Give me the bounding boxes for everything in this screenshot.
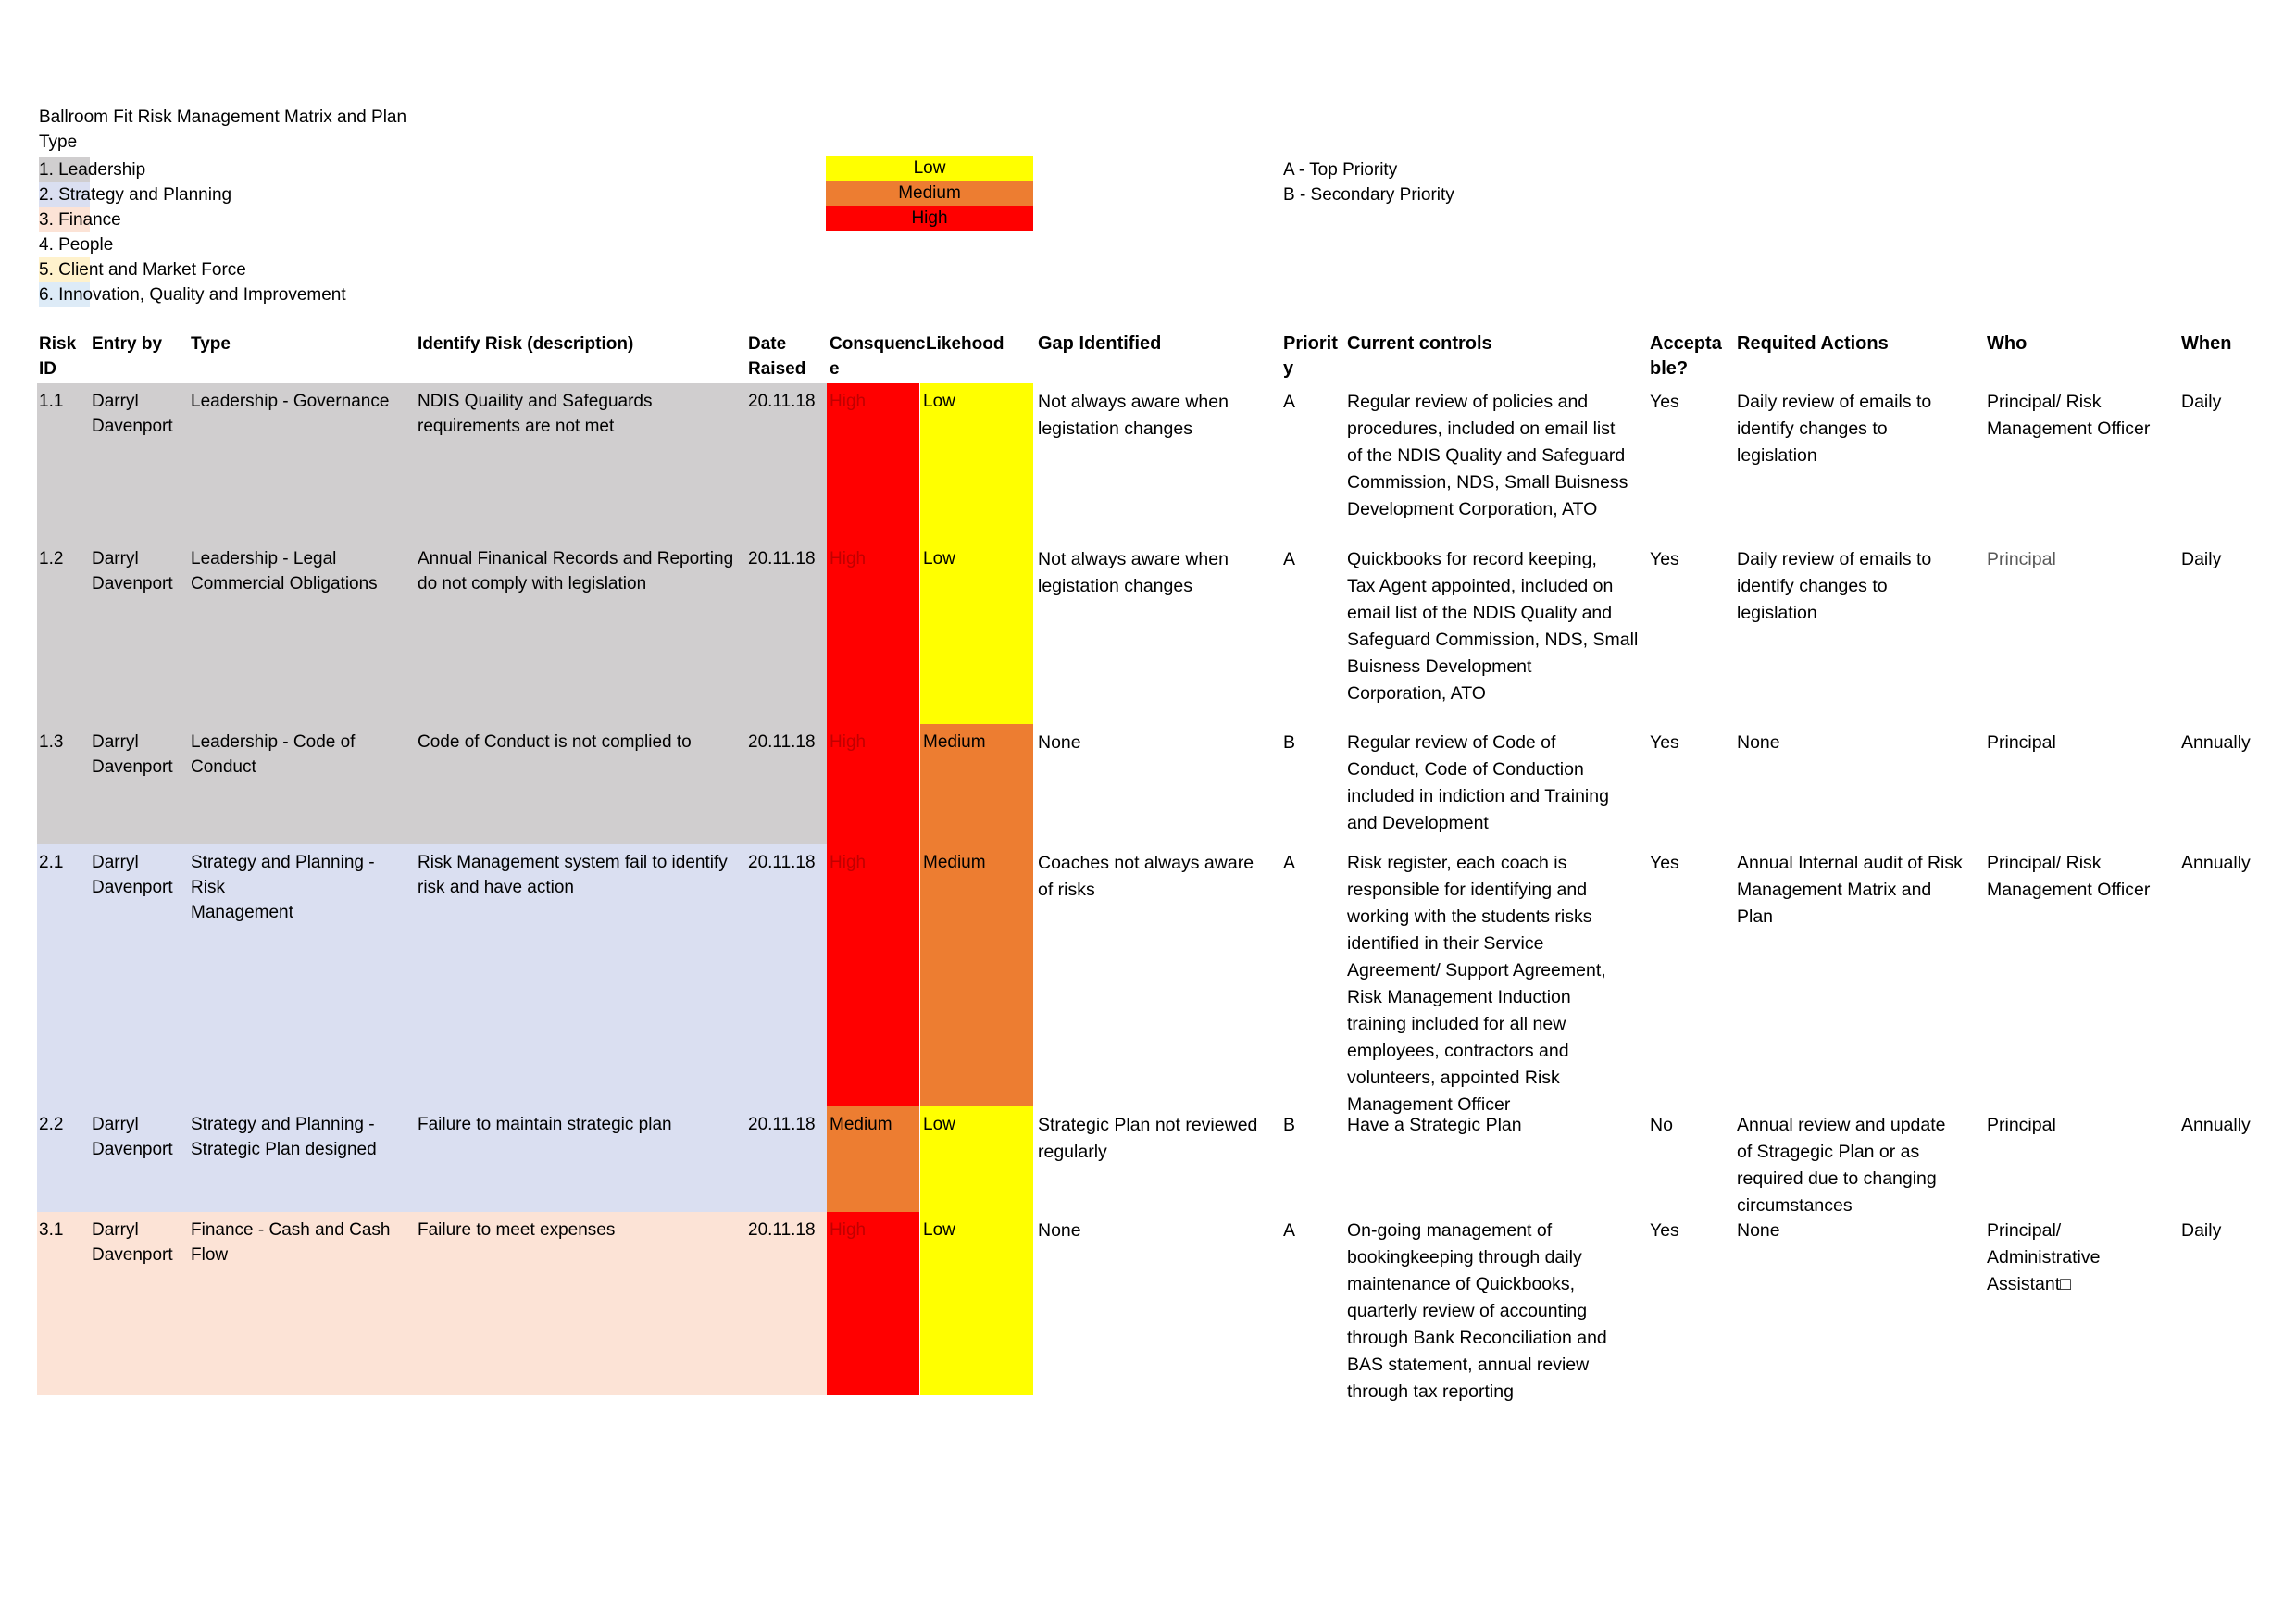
required-actions-line: circumstances <box>1737 1195 1853 1216</box>
current-controls-line: working with the students risks <box>1347 906 1592 927</box>
likelihood-label: Low <box>923 1220 955 1240</box>
current-controls-line: included in indiction and Training <box>1347 786 1609 806</box>
current-controls-line: through tax reporting <box>1347 1381 1514 1402</box>
risk-description-line: Risk Management system fail to identify <box>418 853 728 872</box>
consequence-cell <box>827 844 919 1106</box>
who-line: Management Officer <box>1987 418 2151 439</box>
header-likelihood: Likehood <box>926 334 1004 354</box>
type-legend-item <box>39 207 121 232</box>
gap-identified <box>1038 730 1279 756</box>
who <box>1987 389 2172 443</box>
current-controls-line: quarterly review of accounting <box>1347 1301 1588 1321</box>
risk-description <box>418 546 742 596</box>
severity-legend-medium: Medium <box>826 181 1033 206</box>
header-who: Who <box>1987 333 2028 354</box>
who-line: Management Officer <box>1987 880 2151 900</box>
required-actions-line: Management Matrix and <box>1737 880 1932 900</box>
acceptable: Yes <box>1650 853 1679 873</box>
entry-by-line: Darryl <box>92 853 139 872</box>
consequence-label: High <box>830 1220 867 1240</box>
risk-type <box>191 850 413 925</box>
acceptable: No <box>1650 1115 1673 1135</box>
current-controls-line: Safeguard Commission, NDS, Small <box>1347 630 1639 650</box>
current-controls-line: BAS statement, annual review <box>1347 1355 1590 1375</box>
gap-identified-line: None <box>1038 732 1081 753</box>
risk-id: 1.1 <box>39 392 64 411</box>
current-controls-line: Commission, NDS, Small Buisness <box>1347 472 1628 493</box>
header-required-actions: Requited Actions <box>1737 333 1889 354</box>
header-identify-risk: Identify Risk (description) <box>418 334 634 354</box>
priority-legend-item: A - Top Priority <box>1283 160 1398 180</box>
entry-by-line: Davenport <box>92 1140 173 1159</box>
risk-type <box>191 389 413 414</box>
risk-type <box>191 730 413 780</box>
type-legend-label: 2. Strategy and Planning <box>39 185 232 205</box>
consequence-label: High <box>830 853 867 872</box>
risk-description <box>418 850 742 900</box>
current-controls-line: through Bank Reconciliation and <box>1347 1328 1607 1348</box>
entry-by <box>92 1218 184 1268</box>
gap-identified <box>1038 1218 1279 1244</box>
current-controls-line: responsible for identifying and <box>1347 880 1588 900</box>
when: Daily <box>2181 392 2222 412</box>
current-controls-line: Management Officer <box>1347 1094 1511 1115</box>
header-current-controls: Current controls <box>1347 333 1492 354</box>
risk-id: 3.1 <box>39 1220 64 1240</box>
risk-description-line: NDIS Quaility and Safeguards <box>418 392 653 411</box>
risk-description <box>418 389 742 439</box>
current-controls-line: Corporation, ATO <box>1347 683 1486 704</box>
risk-type-line: Flow <box>191 1245 229 1265</box>
current-controls-line: email list of the NDIS Quality and <box>1347 603 1613 623</box>
type-legend-label: 3. Finance <box>39 210 121 230</box>
required-actions <box>1737 389 1982 469</box>
entry-by-line: Davenport <box>92 574 173 593</box>
who-line: Assistant□ <box>1987 1274 2071 1294</box>
likelihood-cell <box>920 383 1033 541</box>
risk-type-line: Management <box>191 903 293 922</box>
entry-by <box>92 546 184 596</box>
acceptable: Yes <box>1650 732 1679 753</box>
current-controls-line: Regular review of Code of <box>1347 732 1556 753</box>
current-controls-line: On-going management of <box>1347 1220 1553 1241</box>
risk-type-line: Leadership - Legal <box>191 549 337 568</box>
when: Annually <box>2181 732 2251 753</box>
header-gap-identified: Gap Identified <box>1038 333 1162 354</box>
risk-id: 2.2 <box>39 1115 64 1134</box>
required-actions <box>1737 1218 1982 1244</box>
risk-type-line: Leadership - Governance <box>191 392 390 411</box>
risk-type <box>191 1112 413 1162</box>
gap-identified-line: regularly <box>1038 1142 1107 1162</box>
required-actions-line: legislation <box>1737 603 1817 623</box>
risk-description-line: Failure to maintain strategic plan <box>418 1115 672 1134</box>
entry-by-line: Darryl <box>92 549 139 568</box>
current-controls-line: Risk Management Induction <box>1347 987 1571 1007</box>
required-actions-line: Daily review of emails to <box>1737 392 1932 412</box>
risk-type-line: Strategy and Planning - Risk <box>191 853 375 897</box>
who-line: Principal/ Risk <box>1987 853 2102 873</box>
table-row <box>0 724 2296 844</box>
page-title: Ballroom Fit Risk Management Matrix and Plan <box>39 107 407 127</box>
current-controls-line: Risk register, each coach is <box>1347 853 1567 873</box>
current-controls-line: volunteers, appointed Risk <box>1347 1068 1560 1088</box>
who <box>1987 1112 2172 1139</box>
who-line: Principal/ <box>1987 1220 2062 1241</box>
table-row <box>0 844 2296 1115</box>
required-actions-line: of Stragegic Plan or as <box>1737 1142 1920 1162</box>
date-raised: 20.11.18 <box>748 392 816 411</box>
risk-description-line: risk and have action <box>418 878 574 897</box>
consequence-label: High <box>830 732 867 752</box>
likelihood-cell <box>920 844 1033 1106</box>
current-controls-line: bookingkeeping through daily <box>1347 1247 1582 1268</box>
type-legend-heading: Type <box>39 132 78 152</box>
date-raised: 20.11.18 <box>748 732 816 752</box>
severity-legend-low: Low <box>826 156 1033 181</box>
current-controls-line: maintenance of Quickbooks, <box>1347 1274 1576 1294</box>
gap-identified <box>1038 850 1279 904</box>
entry-by <box>92 730 184 780</box>
when: Daily <box>2181 1220 2222 1241</box>
required-actions-line: Annual Internal audit of Risk <box>1737 853 1963 873</box>
risk-id: 2.1 <box>39 853 64 872</box>
risk-description <box>418 1218 742 1243</box>
risk-type-line: Strategy and Planning - <box>191 1115 375 1134</box>
entry-by <box>92 389 184 439</box>
header-date-raised: Date Raised <box>748 334 806 379</box>
when: Annually <box>2181 1115 2251 1135</box>
risk-type <box>191 546 413 596</box>
gap-identified-line: of risks <box>1038 880 1095 900</box>
risk-id: 1.3 <box>39 732 64 752</box>
priority-legend-item: B - Secondary Priority <box>1283 185 1454 205</box>
when: Daily <box>2181 549 2222 569</box>
gap-identified-line: legistation changes <box>1038 418 1192 439</box>
consequence-label: Medium <box>830 1115 892 1134</box>
current-controls <box>1347 850 1643 1115</box>
entry-by-line: Davenport <box>92 878 173 897</box>
current-controls-line: employees, contractors and <box>1347 1041 1569 1061</box>
current-controls <box>1347 730 1643 837</box>
consequence-cell <box>827 1212 919 1395</box>
risk-type-line: Commercial Obligations <box>191 574 378 593</box>
required-actions-line: None <box>1737 732 1780 753</box>
current-controls <box>1347 1218 1643 1402</box>
current-controls-line: of the NDIS Quality and Safeguard <box>1347 445 1626 466</box>
type-legend-label: 1. Leadership <box>39 160 146 180</box>
priority: B <box>1283 732 1296 753</box>
likelihood-label: Medium <box>923 732 986 752</box>
risk-description-line: Code of Conduct is not complied to <box>418 732 692 752</box>
likelihood-label: Low <box>923 1115 955 1134</box>
header-acceptable: Accepta ble? <box>1650 333 1722 379</box>
table-row <box>0 541 2296 724</box>
gap-identified-line: None <box>1038 1220 1081 1241</box>
when: Annually <box>2181 853 2251 873</box>
header-type: Type <box>191 334 231 354</box>
gap-identified-line: Not always aware when <box>1038 392 1229 412</box>
header-when: When <box>2181 333 2232 354</box>
current-controls-line: procedures, included on email list <box>1347 418 1616 439</box>
current-controls-line: and Development <box>1347 813 1489 833</box>
consequence-label: High <box>830 392 867 411</box>
acceptable: Yes <box>1650 549 1679 569</box>
type-legend-item <box>39 257 246 282</box>
current-controls <box>1347 546 1643 707</box>
who <box>1987 1218 2172 1298</box>
current-controls-line: Tax Agent appointed, included on <box>1347 576 1614 596</box>
priority: A <box>1283 853 1296 873</box>
required-actions-line: identify changes to <box>1737 418 1888 439</box>
gap-identified <box>1038 389 1279 443</box>
risk-description-line: Failure to meet expenses <box>418 1220 616 1240</box>
table-row <box>0 383 2296 541</box>
risk-description <box>418 1112 742 1137</box>
current-controls-line: Have a Strategic Plan <box>1347 1115 1522 1135</box>
entry-by-line: Davenport <box>92 757 173 777</box>
type-legend-label: 6. Innovation, Quality and Improvement <box>39 285 346 305</box>
entry-by-line: Darryl <box>92 1220 139 1240</box>
current-controls-line: Buisness Development <box>1347 656 1532 677</box>
required-actions-line: legislation <box>1737 445 1817 466</box>
risk-id: 1.2 <box>39 549 64 568</box>
date-raised: 20.11.18 <box>748 549 816 568</box>
required-actions-line: Daily review of emails to <box>1737 549 1932 569</box>
consequence-cell <box>827 383 919 541</box>
entry-by <box>92 850 184 900</box>
date-raised: 20.11.18 <box>748 1115 816 1134</box>
risk-type-line: Strategic Plan designed <box>191 1140 377 1159</box>
who-line: Principal <box>1987 1115 2056 1135</box>
consequence-cell <box>827 1106 919 1212</box>
risk-description-line: requirements are not met <box>418 417 615 436</box>
gap-identified <box>1038 546 1279 600</box>
entry-by <box>92 1112 184 1162</box>
header-priority: Priorit y <box>1283 333 1338 379</box>
header-consequence: Consquenc e <box>830 334 926 379</box>
header-entry-by: Entry by <box>92 334 163 354</box>
risk-description-line: do not comply with legislation <box>418 574 647 593</box>
entry-by-line: Darryl <box>92 1115 139 1134</box>
required-actions-line: identify changes to <box>1737 576 1888 596</box>
required-actions <box>1737 730 1982 756</box>
current-controls <box>1347 1112 1643 1139</box>
current-controls-line: Conduct, Code of Conduction <box>1347 759 1584 780</box>
priority: B <box>1283 1115 1296 1135</box>
who-line: Principal <box>1987 732 2056 753</box>
risk-description <box>418 730 742 755</box>
likelihood-cell <box>920 1106 1033 1212</box>
current-controls-line: training included for all new <box>1347 1014 1566 1034</box>
type-legend-item <box>39 282 346 307</box>
likelihood-label: Medium <box>923 853 986 872</box>
required-actions-line: None <box>1737 1220 1780 1241</box>
gap-identified-line: legistation changes <box>1038 576 1192 596</box>
consequence-cell <box>827 541 919 724</box>
risk-type <box>191 1218 413 1268</box>
entry-by-line: Davenport <box>92 1245 173 1265</box>
current-controls-line: Regular review of policies and <box>1347 392 1589 412</box>
risk-type-line: Conduct <box>191 757 256 777</box>
gap-identified-line: Strategic Plan not reviewed <box>1038 1115 1258 1135</box>
priority: A <box>1283 1220 1296 1241</box>
type-legend-item <box>39 232 113 257</box>
header-risk-id: Risk ID <box>39 334 77 379</box>
type-legend-label: 4. People <box>39 235 114 255</box>
required-actions <box>1737 850 1982 931</box>
risk-type-line: Leadership - Code of <box>191 732 356 752</box>
date-raised: 20.11.18 <box>748 1220 816 1240</box>
date-raised: 20.11.18 <box>748 853 816 872</box>
gap-identified-line: Coaches not always aware <box>1038 853 1254 873</box>
acceptable: Yes <box>1650 1220 1679 1241</box>
current-controls <box>1347 389 1643 523</box>
current-controls-line: Quickbooks for record keeping, <box>1347 549 1597 569</box>
required-actions <box>1737 546 1982 627</box>
type-legend-item <box>39 157 145 182</box>
required-actions-line: Plan <box>1737 906 1774 927</box>
current-controls-line: Development Corporation, ATO <box>1347 499 1598 519</box>
entry-by-line: Davenport <box>92 417 173 436</box>
required-actions-line: required due to changing <box>1737 1168 1937 1189</box>
table-row <box>0 1106 2296 1216</box>
who <box>1987 850 2172 904</box>
gap-identified-line: Not always aware when <box>1038 549 1229 569</box>
type-legend-label: 5. Client and Market Force <box>39 260 246 280</box>
priority: A <box>1283 549 1296 569</box>
type-legend-item <box>39 182 231 207</box>
likelihood-cell <box>920 1212 1033 1395</box>
current-controls-line: identified in their Service <box>1347 933 1544 954</box>
likelihood-cell <box>920 541 1033 724</box>
gap-identified <box>1038 1112 1279 1166</box>
consequence-cell <box>827 724 919 844</box>
acceptable: Yes <box>1650 392 1679 412</box>
severity-legend-high: High <box>826 206 1033 231</box>
who <box>1987 730 2172 756</box>
likelihood-label: Low <box>923 549 955 568</box>
required-actions <box>1737 1112 1982 1219</box>
likelihood-cell <box>920 724 1033 844</box>
who-line: Principal/ Risk <box>1987 392 2102 412</box>
likelihood-label: Low <box>923 392 955 411</box>
current-controls-line: Agreement/ Support Agreement, <box>1347 960 1606 981</box>
entry-by-line: Darryl <box>92 732 139 752</box>
who-line: Principal <box>1987 549 2056 569</box>
who-line: Administrative <box>1987 1247 2101 1268</box>
risk-description-line: Annual Finanical Records and Reporting <box>418 549 734 568</box>
consequence-label: High <box>830 549 867 568</box>
entry-by-line: Darryl <box>92 392 139 411</box>
required-actions-line: Annual review and update <box>1737 1115 1946 1135</box>
risk-type-line: Finance - Cash and Cash <box>191 1220 391 1240</box>
table-row <box>0 1212 2296 1402</box>
priority: A <box>1283 392 1296 412</box>
who <box>1987 546 2172 573</box>
